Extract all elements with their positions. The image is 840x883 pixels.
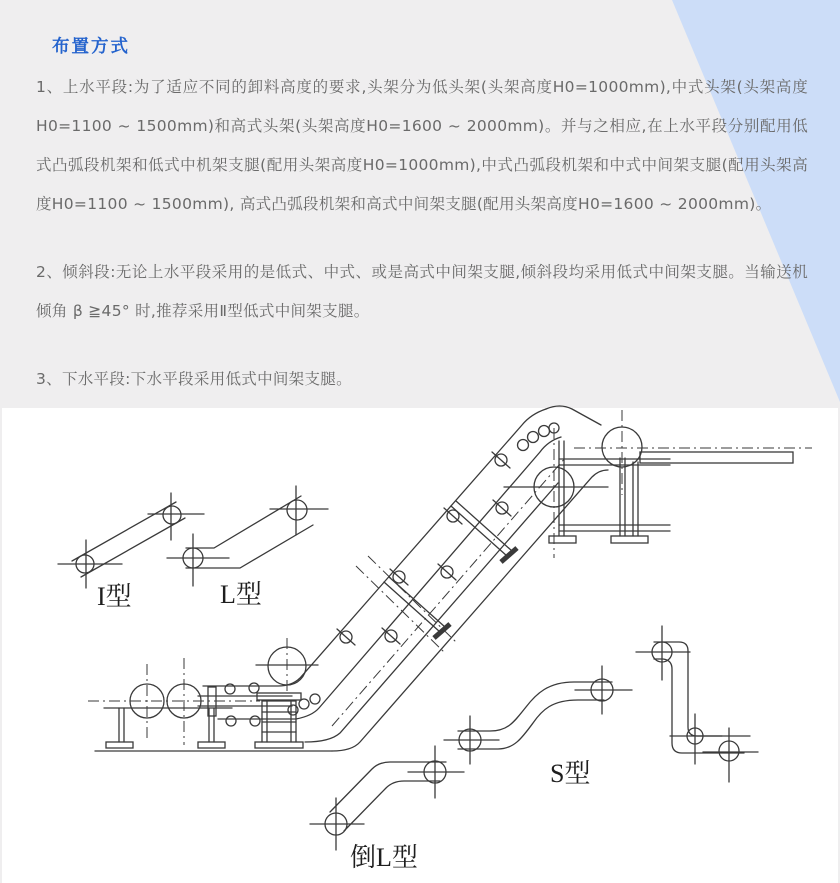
main-conveyor-figure — [88, 406, 812, 751]
z-step-figure — [636, 626, 758, 782]
s-type-figure — [444, 666, 632, 788]
page-title: 布置方式 — [52, 37, 130, 57]
ladder-support — [255, 693, 303, 748]
discharge-arm — [640, 452, 793, 463]
l-type-figure — [167, 486, 328, 609]
s-type-label: S型 — [550, 759, 591, 788]
paragraph-lower-horizontal-section: 3、下水平段:下水平段采用低式中间架支腿。 — [36, 370, 352, 388]
foot-plate — [106, 742, 133, 748]
inverted-l-type-label: 倒L型 — [350, 843, 418, 872]
paragraph-upper-horizontal-section: 1、上水平段:为了适应不同的卸料高度的要求,头架分为低头架(头架高度H0=1000mm),中式头架(头架高度H0=1100 ~ 1500mm)和高式头架(头架高度H0=1600 ~ 2000mm)。并与之相应,在上水平段分别配用低式凸弧段机架和低式中机架支腿(配用头架高度H0=1000mm),中式凸弧段机架和中式中间架支腿(配用头架高度H0=1100 ~ 1500mm), 高式凸弧段机架和高式中间架支腿(配用头架高度H0=1600 ~ 2000mm)。 — [36, 78, 808, 213]
inverted-l-type-figure — [310, 746, 464, 872]
paragraph-inclined-section: 2、倾斜段:无论上水平段采用的是低式、中式、或是高式中间架支腿,倾斜段均采用低式中间架支腿。当输送机倾角 β ≧45° 时,推荐采用Ⅱ型低式中间架支腿。 — [36, 263, 808, 320]
incline-rollers — [337, 452, 511, 645]
head-frame — [549, 441, 793, 543]
i-type-figure — [58, 493, 204, 611]
foot-plate — [198, 742, 225, 748]
pulley-icon — [163, 506, 181, 524]
l-type-label: L型 — [220, 580, 262, 609]
pulley-icon — [287, 500, 307, 520]
i-type-label: I型 — [97, 582, 132, 611]
